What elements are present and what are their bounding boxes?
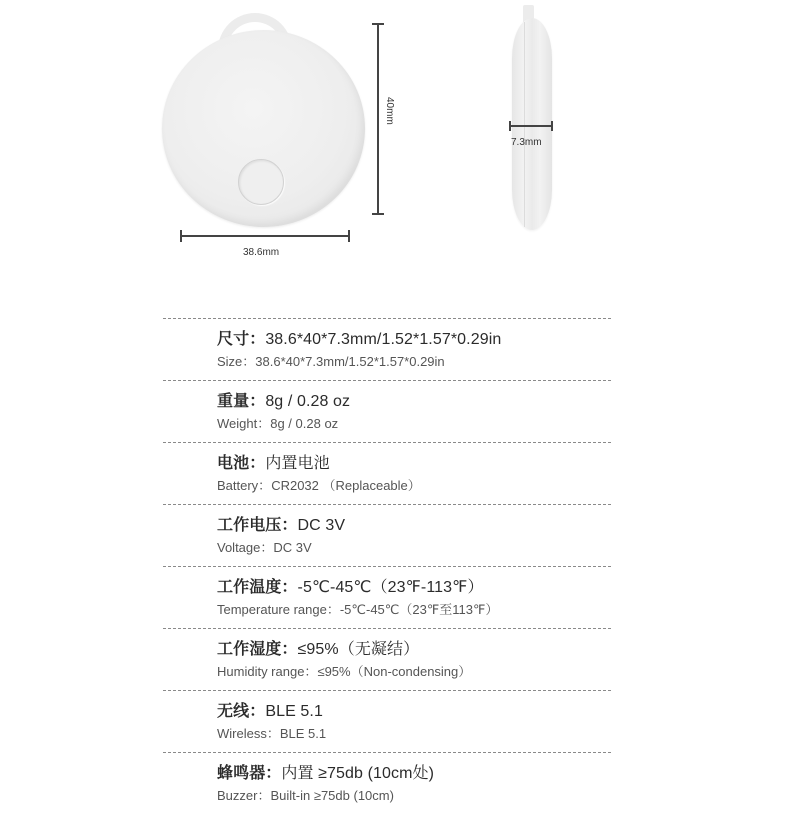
spec-list (163, 318, 611, 814)
height-dimension-line (377, 23, 379, 215)
thickness-label: 7.3mm (511, 137, 542, 148)
spec-key-en: Battery： (217, 478, 272, 493)
width-dimension-line (180, 235, 350, 237)
spec-key-en: Wireless： (217, 726, 280, 741)
spec-row-temperature (163, 567, 611, 628)
spec-value-zh: 内置电池 (265, 455, 330, 472)
spec-value-en: 8g / 0.28 oz (270, 416, 339, 431)
spec-key-en: Weight： (217, 416, 271, 431)
spec-value-en: BLE 5.1 (279, 726, 327, 741)
tracker-button (238, 159, 284, 205)
spec-value-en: DC 3V (273, 540, 312, 555)
spec-row-buzzer (163, 753, 611, 814)
spec-value-zh: ≤95%（无凝结） (297, 641, 420, 658)
height-label: 40mm (384, 97, 395, 125)
spec-key-zh: 工作电压： (217, 517, 298, 534)
spec-value-zh: 内置 ≥75db (10cm处) (281, 765, 435, 782)
spec-key-en: Buzzer： (217, 788, 271, 803)
spec-row-size (163, 319, 611, 380)
spec-row-weight (163, 381, 611, 442)
spec-key-zh: 无线： (217, 703, 266, 720)
spec-key-en: Voltage： (217, 540, 274, 555)
spec-key-zh: 蜂鸣器： (217, 765, 282, 782)
spec-key-zh: 尺寸： (217, 331, 266, 348)
spec-row-battery (163, 443, 611, 504)
thickness-dimension-line (509, 125, 553, 127)
spec-key-en: Temperature range： (217, 602, 340, 617)
spec-value-zh: -5℃-45℃（23℉-113℉） (297, 579, 484, 596)
tracker-side-body (512, 18, 552, 230)
spec-value-zh: 38.6*40*7.3mm/1.52*1.57*0.29in (265, 331, 502, 348)
width-label: 38.6mm (243, 247, 280, 258)
spec-key-zh: 工作湿度： (217, 641, 298, 658)
spec-row-voltage (163, 505, 611, 566)
spec-key-en: Size： (217, 354, 256, 369)
spec-key-zh: 重量： (217, 393, 266, 410)
spec-value-en: CR2032 （Replaceable） (271, 478, 421, 493)
spec-value-en: ≤95%（Non-condensing） (317, 664, 472, 679)
spec-row-wireless (163, 691, 611, 752)
spec-key-en: Humidity range： (217, 664, 318, 679)
spec-value-zh: DC 3V (297, 517, 346, 534)
spec-key-zh: 工作温度： (217, 579, 298, 596)
spec-value-zh: BLE 5.1 (265, 703, 323, 720)
spec-value-zh: 8g / 0.28 oz (265, 393, 351, 410)
spec-value-en: Built-in ≥75db (10cm) (270, 788, 394, 803)
spec-value-en: -5℃-45℃（23℉至113℉） (339, 602, 499, 617)
spec-row-humidity (163, 629, 611, 690)
spec-key-zh: 电池： (217, 455, 266, 472)
spec-value-en: 38.6*40*7.3mm/1.52*1.57*0.29in (255, 354, 445, 369)
